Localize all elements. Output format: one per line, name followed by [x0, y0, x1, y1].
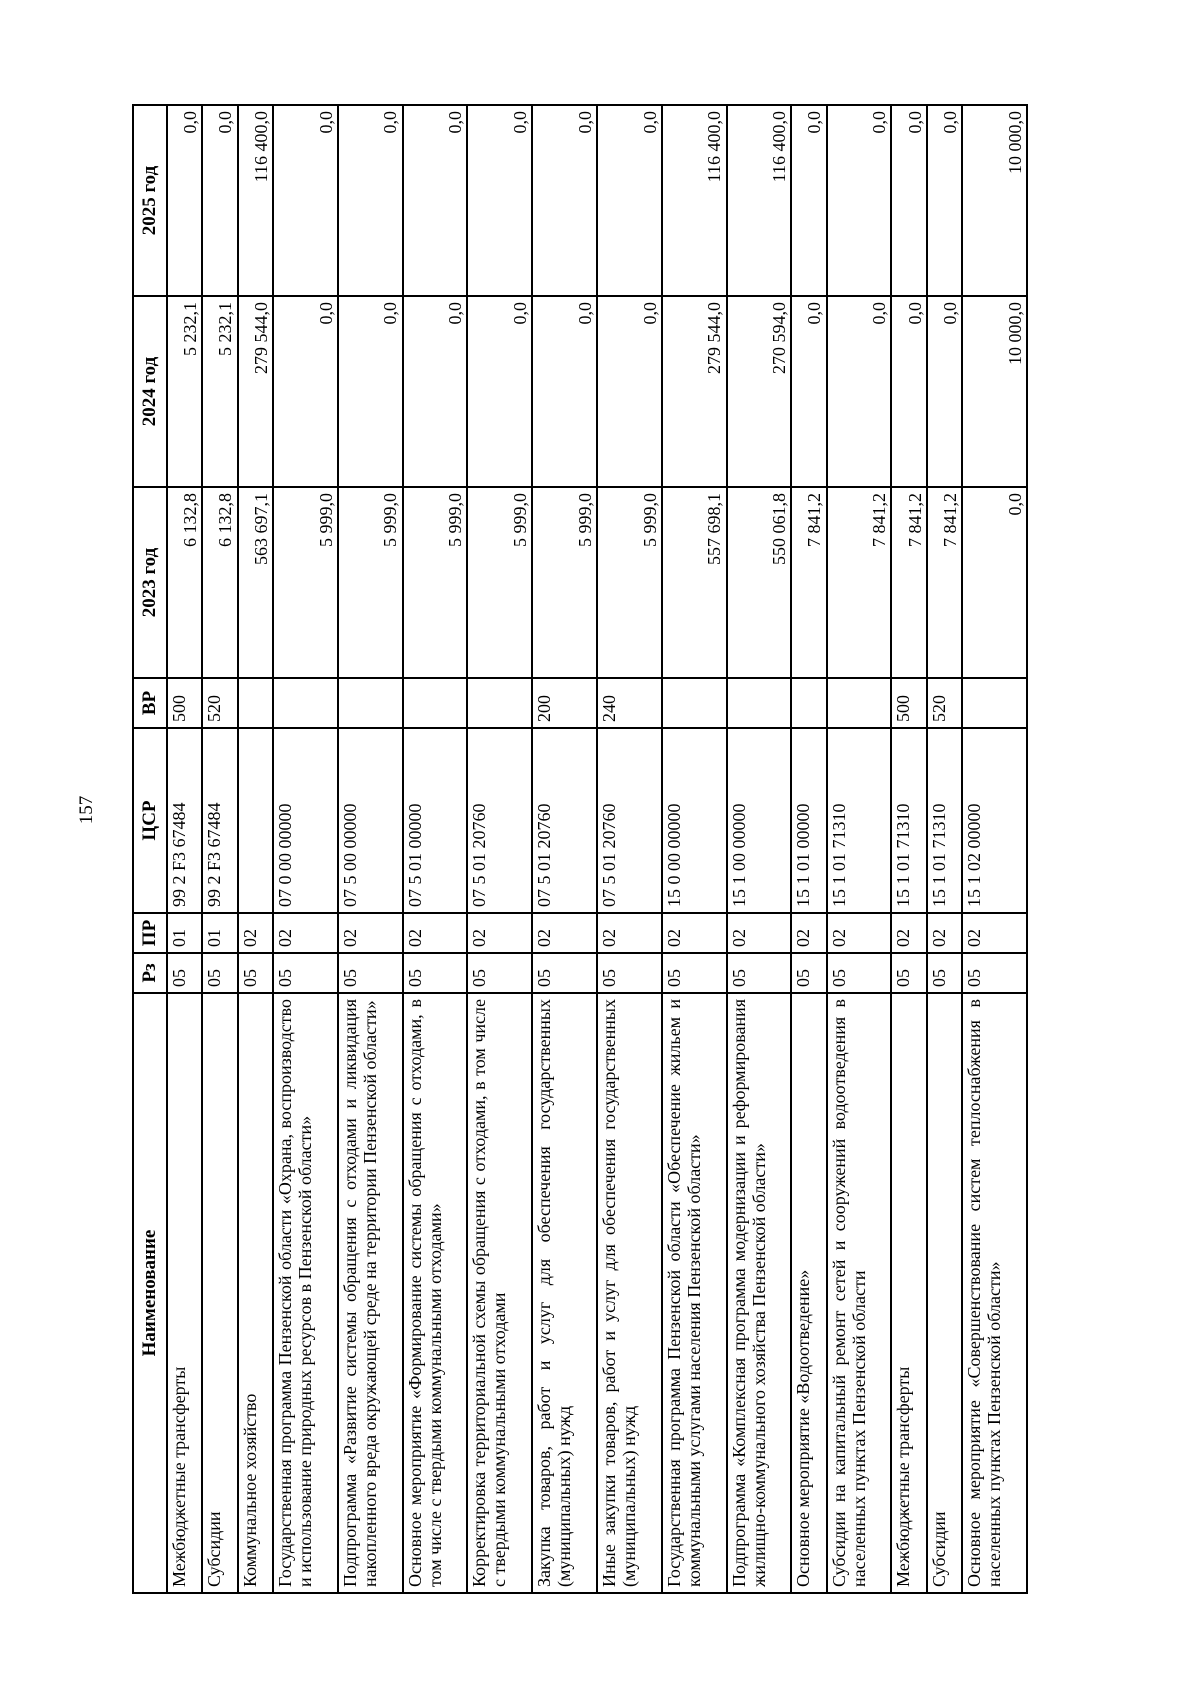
cell-pr: 02	[827, 913, 892, 953]
cell-2023: 5 999,0	[532, 487, 597, 678]
budget-table	[132, 104, 1028, 1594]
cell-rz: 05	[532, 953, 597, 993]
cell-name: Иные закупки товаров, работ и услуг для обеспечения государственных (муниципальных) нужд	[597, 993, 662, 1593]
header-csr: ЦСР	[133, 728, 167, 913]
cell-csr: 99 2 F3 67484	[167, 728, 202, 913]
cell-vr	[338, 678, 403, 728]
table-row	[338, 105, 403, 1593]
cell-2024: 0,0	[597, 296, 662, 487]
cell-csr: 07 5 01 20760	[597, 728, 662, 913]
cell-vr: 500	[167, 678, 202, 728]
cell-vr	[467, 678, 532, 728]
cell-2025: 0,0	[927, 105, 962, 296]
cell-csr: 15 1 00 00000	[727, 728, 792, 913]
cell-2025: 10 000,0	[962, 105, 1027, 296]
cell-vr: 240	[597, 678, 662, 728]
cell-rz: 05	[927, 953, 962, 993]
table-row	[962, 105, 1027, 1593]
cell-pr: 01	[167, 913, 202, 953]
cell-vr: 520	[202, 678, 237, 728]
cell-2025: 0,0	[532, 105, 597, 296]
cell-2024: 0,0	[403, 296, 468, 487]
cell-csr: 07 5 01 20760	[467, 728, 532, 913]
cell-rz: 05	[791, 953, 826, 993]
table-row	[927, 105, 962, 1593]
cell-pr: 02	[791, 913, 826, 953]
cell-2024: 0,0	[827, 296, 892, 487]
cell-rz: 05	[662, 953, 727, 993]
cell-vr	[403, 678, 468, 728]
table-row	[827, 105, 892, 1593]
cell-2025: 0,0	[273, 105, 338, 296]
cell-name: Коммунальное хозяйство	[238, 993, 273, 1593]
cell-2023: 5 999,0	[467, 487, 532, 678]
cell-rz: 05	[273, 953, 338, 993]
cell-rz: 05	[891, 953, 926, 993]
cell-name: Закупка товаров, работ и услуг для обеспечения государственных (муниципальных) нужд	[532, 993, 597, 1593]
header-2023: 2023 год	[133, 487, 167, 678]
cell-pr: 02	[467, 913, 532, 953]
table-row	[167, 105, 202, 1593]
cell-name: Государственная программа Пензенской области «Охрана, воспроизводство и использование природных ресурсов в Пензенской области»	[273, 993, 338, 1593]
table-row	[597, 105, 662, 1593]
cell-pr: 02	[927, 913, 962, 953]
cell-name: Межбюджетные трансферты	[891, 993, 926, 1593]
cell-vr: 520	[927, 678, 962, 728]
cell-vr	[827, 678, 892, 728]
cell-2023: 6 132,8	[202, 487, 237, 678]
header-pr: ПР	[133, 913, 167, 953]
cell-vr: 200	[532, 678, 597, 728]
cell-2023: 6 132,8	[167, 487, 202, 678]
cell-name: Подпрограмма «Комплексная программа модернизации и реформирования жилищно-коммунального хозяйства Пензенской области»	[727, 993, 792, 1593]
cell-vr	[238, 678, 273, 728]
cell-pr: 02	[403, 913, 468, 953]
cell-csr	[238, 728, 273, 913]
cell-2023: 5 999,0	[403, 487, 468, 678]
cell-2025: 0,0	[891, 105, 926, 296]
cell-pr: 02	[891, 913, 926, 953]
header-vr: ВР	[133, 678, 167, 728]
cell-2024: 0,0	[467, 296, 532, 487]
cell-pr: 02	[338, 913, 403, 953]
cell-2025: 0,0	[827, 105, 892, 296]
cell-vr	[273, 678, 338, 728]
header-2024: 2024 год	[133, 296, 167, 487]
cell-name: Основное мероприятие «Водоотведение»	[791, 993, 826, 1593]
cell-csr: 07 0 00 00000	[273, 728, 338, 913]
cell-2025: 116 400,0	[662, 105, 727, 296]
cell-2023: 5 999,0	[597, 487, 662, 678]
table-row	[403, 105, 468, 1593]
cell-name: Подпрограмма «Развитие системы обращения с отходами и ликвидация накопленного вреда окружающей среде на территории Пензенской области»	[338, 993, 403, 1593]
cell-csr: 15 1 02 00000	[962, 728, 1027, 913]
table-row	[662, 105, 727, 1593]
cell-csr: 07 5 00 00000	[338, 728, 403, 913]
cell-name: Субсидии	[202, 993, 237, 1593]
cell-vr	[662, 678, 727, 728]
table-row	[727, 105, 792, 1593]
cell-2024: 0,0	[891, 296, 926, 487]
cell-rz: 05	[338, 953, 403, 993]
cell-2023: 7 841,2	[791, 487, 826, 678]
cell-2025: 116 400,0	[238, 105, 273, 296]
cell-pr: 02	[962, 913, 1027, 953]
cell-csr: 15 1 01 71310	[927, 728, 962, 913]
cell-pr: 02	[597, 913, 662, 953]
cell-2023: 557 698,1	[662, 487, 727, 678]
table-row	[467, 105, 532, 1593]
table-row	[238, 105, 273, 1593]
cell-pr: 01	[202, 913, 237, 953]
cell-pr: 02	[273, 913, 338, 953]
cell-rz: 05	[827, 953, 892, 993]
cell-rz: 05	[202, 953, 237, 993]
cell-csr: 99 2 F3 67484	[202, 728, 237, 913]
table-header-row	[133, 105, 167, 1593]
cell-csr: 15 1 01 71310	[891, 728, 926, 913]
cell-2025: 0,0	[791, 105, 826, 296]
cell-rz: 05	[238, 953, 273, 993]
cell-pr: 02	[532, 913, 597, 953]
cell-csr: 07 5 01 00000	[403, 728, 468, 913]
cell-2025: 0,0	[597, 105, 662, 296]
cell-rz: 05	[962, 953, 1027, 993]
cell-2024: 10 000,0	[962, 296, 1027, 487]
cell-rz: 05	[727, 953, 792, 993]
cell-2023: 7 841,2	[827, 487, 892, 678]
header-name: Наименование	[133, 993, 167, 1593]
cell-2024: 0,0	[273, 296, 338, 487]
cell-2024: 0,0	[791, 296, 826, 487]
cell-pr: 02	[662, 913, 727, 953]
cell-2025: 0,0	[338, 105, 403, 296]
table-row	[202, 105, 237, 1593]
cell-2024: 270 594,0	[727, 296, 792, 487]
cell-2025: 0,0	[202, 105, 237, 296]
cell-csr: 15 1 01 00000	[791, 728, 826, 913]
cell-2023: 5 999,0	[338, 487, 403, 678]
cell-2023: 7 841,2	[927, 487, 962, 678]
cell-vr	[791, 678, 826, 728]
header-rz: Рз	[133, 953, 167, 993]
cell-rz: 05	[403, 953, 468, 993]
cell-vr	[727, 678, 792, 728]
cell-rz: 05	[597, 953, 662, 993]
table-row	[791, 105, 826, 1593]
cell-2025: 0,0	[167, 105, 202, 296]
cell-2023: 5 999,0	[273, 487, 338, 678]
cell-pr: 02	[238, 913, 273, 953]
cell-2024: 0,0	[338, 296, 403, 487]
cell-2025: 0,0	[403, 105, 468, 296]
cell-2023: 563 697,1	[238, 487, 273, 678]
cell-name: Субсидии	[927, 993, 962, 1593]
cell-csr: 07 5 01 20760	[532, 728, 597, 913]
cell-2024: 0,0	[532, 296, 597, 487]
cell-rz: 05	[167, 953, 202, 993]
cell-name: Межбюджетные трансферты	[167, 993, 202, 1593]
cell-2024: 0,0	[927, 296, 962, 487]
cell-name: Корректировка территориальной схемы обращения с отходами, в том числе с твердыми коммунальными отходами	[467, 993, 532, 1593]
budget-table-container	[132, 106, 1028, 1594]
cell-name: Основное мероприятие «Совершенствование систем теплоснабжения в населенных пунктах Пензенской области»	[962, 993, 1027, 1593]
cell-rz: 05	[467, 953, 532, 993]
cell-name: Основное мероприятие «Формирование системы обращения с отходами, в том числе с твердыми коммунальными отходами»	[403, 993, 468, 1593]
cell-2024: 279 544,0	[238, 296, 273, 487]
cell-vr	[962, 678, 1027, 728]
table-row	[532, 105, 597, 1593]
header-2025: 2025 год	[133, 105, 167, 296]
page-number: 157	[76, 795, 97, 825]
table-row	[891, 105, 926, 1593]
cell-vr: 500	[891, 678, 926, 728]
cell-2023: 7 841,2	[891, 487, 926, 678]
cell-2023: 0,0	[962, 487, 1027, 678]
cell-csr: 15 0 00 00000	[662, 728, 727, 913]
cell-name: Субсидии на капитальный ремонт сетей и сооружений водоотведения в населенных пунктах Пензенской области	[827, 993, 892, 1593]
cell-name: Государственная программа Пензенской области «Обеспечение жильем и коммунальными услугами населения Пензенской области»	[662, 993, 727, 1593]
cell-2025: 0,0	[467, 105, 532, 296]
table-row	[273, 105, 338, 1593]
cell-2025: 116 400,0	[727, 105, 792, 296]
cell-2024: 5 232,1	[167, 296, 202, 487]
cell-2023: 550 061,8	[727, 487, 792, 678]
cell-pr: 02	[727, 913, 792, 953]
cell-2024: 279 544,0	[662, 296, 727, 487]
cell-2024: 5 232,1	[202, 296, 237, 487]
cell-csr: 15 1 01 71310	[827, 728, 892, 913]
